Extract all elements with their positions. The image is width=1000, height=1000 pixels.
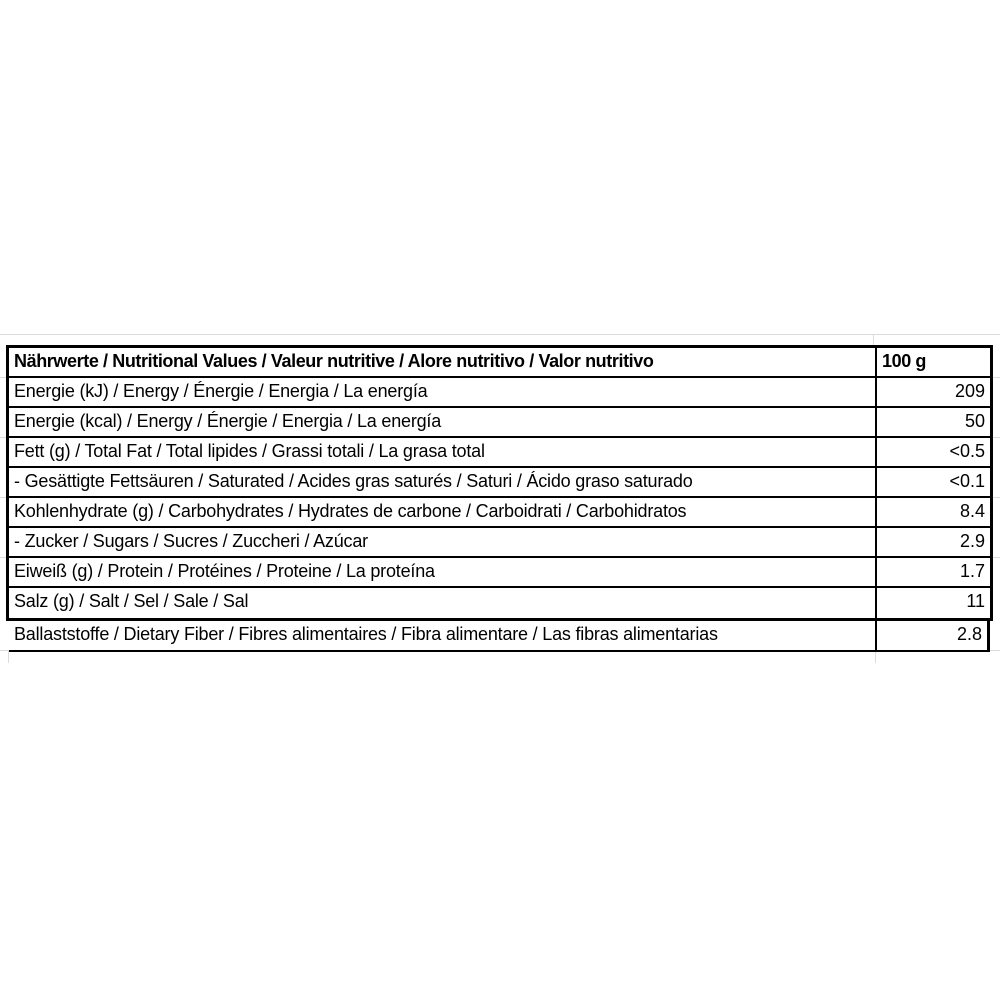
row-value: <0.5 [875,438,990,466]
row-label: Energie (kcal) / Energy / Énergie / Energia / La energía [14,411,442,431]
row-label: Fett (g) / Total Fat / Total lipides / Grassi totali / La grasa total [14,441,485,461]
gridline-vertical-below-divider [875,651,876,663]
row-label: - Gesättigte Fettsäuren / Saturated / Acides gras saturés / Saturi / Ácido graso saturado [14,471,693,491]
row-label: Eiweiß (g) / Protein / Protéines / Proteine / La proteína [14,561,435,581]
gridline-stub-right [993,497,1000,498]
row-value: 209 [875,378,990,406]
table-row-fiber [9,621,990,652]
row-label: Salz (g) / Salt / Sel / Sale / Sal [14,591,249,611]
row-value: 2.8 [875,621,987,650]
table-row-salt [9,588,990,618]
row-value: 50 [875,408,990,436]
row-value: 1.7 [875,558,990,586]
gridline-vertical-above-divider [873,334,874,345]
row-label: Kohlenhydrate (g) / Carbohydrates / Hydrates de carbone / Carboidrati / Carbohidratos [14,501,687,521]
row-label: - Zucker / Sugars / Sucres / Zuccheri / Azúcar [14,531,368,551]
row-value: 8.4 [875,498,990,526]
table-header-row [9,348,990,378]
table-row-saturated-fat [9,468,990,498]
table-row-carbohydrates [9,498,990,528]
table-header-title: Nährwerte / Nutritional Values / Valeur nutritive / Alore nutritivo / Valor nutritivo [14,351,654,371]
row-value: <0.1 [875,468,990,496]
row-value: 2.9 [875,528,990,556]
nutrition-table [6,345,993,621]
gridline-vertical-below-left [8,651,9,663]
row-value: 11 [875,588,990,618]
table-row-sugars [9,528,990,558]
table-row-energy-kcal [9,408,990,438]
table-header-unit: 100 g [875,348,990,376]
gridline-horizontal-top [0,334,1000,335]
gridline-stub-right [993,437,1000,438]
row-label: Energie (kJ) / Energy / Énergie / Energia / La energía [14,381,428,401]
table-row-fat [9,438,990,468]
gridline-stub-right [993,557,1000,558]
table-row-protein [9,558,990,588]
row-label: Ballaststoffe / Dietary Fiber / Fibres alimentaires / Fibra alimentare / Las fibras alimentarias [14,624,718,644]
gridline-stub-right [993,377,1000,378]
table-row-energy-kj [9,378,990,408]
